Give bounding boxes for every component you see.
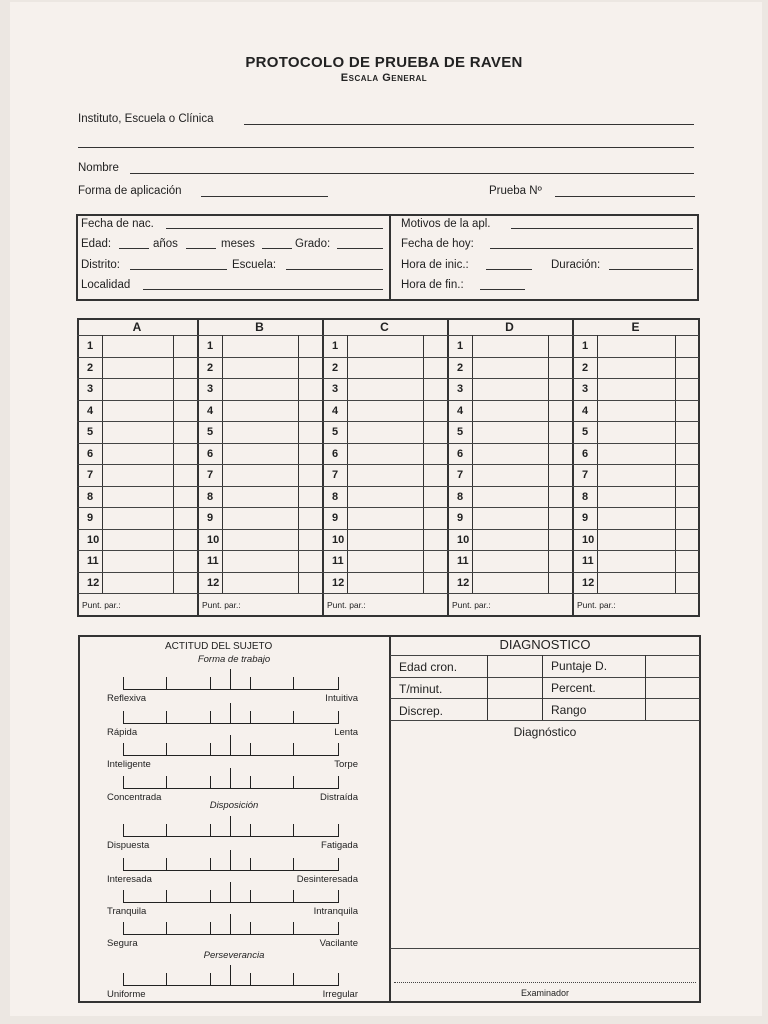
- scale-uniforme-tick: [210, 973, 211, 986]
- diag-notes-bottom: [390, 948, 700, 949]
- scale-dispuesta-tick: [210, 824, 211, 837]
- column-d-answer-cell[interactable]: [474, 465, 546, 485]
- column-a-answer-cell[interactable]: [104, 336, 171, 356]
- motivos-label: Motivos de la apl.: [401, 218, 491, 230]
- column-d-row-number: 9: [457, 512, 464, 524]
- column-e-row-number: 4: [582, 404, 589, 417]
- column-e-answer-cell[interactable]: [599, 422, 673, 442]
- column-d-row-number: 6: [457, 447, 464, 460]
- prueba-line[interactable]: [555, 196, 695, 197]
- diagnostico-title: DIAGNOSTICO: [499, 637, 591, 652]
- scale-reflexiva-right-label: Intuitiva: [325, 693, 358, 704]
- scale-concentrada-tick: [338, 776, 339, 789]
- column-d-answer-cell[interactable]: [474, 530, 546, 550]
- column-e-answer-cell[interactable]: [599, 401, 673, 421]
- column-a-row-number: 6: [87, 447, 94, 460]
- scale-interesada-center-tick: [230, 850, 231, 871]
- scale-tranquila-left-label: Tranquila: [107, 906, 147, 917]
- info-divider: [389, 215, 391, 300]
- puntaje-d-label: Puntaje D.: [551, 659, 608, 673]
- column-e-row-number: 10: [582, 533, 595, 546]
- scale-uniforme-tick: [250, 973, 251, 986]
- scale-dispuesta-tick: [123, 824, 124, 837]
- scale-rápida-tick: [210, 711, 211, 724]
- column-a-row-number: 3: [87, 383, 94, 395]
- escuela-line[interactable]: [286, 269, 383, 270]
- column-a-answer-cell[interactable]: [104, 573, 171, 593]
- scale-segura-tick: [123, 922, 124, 935]
- diag-vline-1: [542, 655, 543, 720]
- column-d-row-number: 1: [457, 340, 464, 352]
- form-subtitle: Escala General: [340, 72, 428, 84]
- meses-label: meses: [221, 238, 255, 250]
- scale-reflexiva-tick: [123, 677, 124, 690]
- scale-interesada-right-label: Desinteresada: [296, 874, 358, 885]
- column-b-answer-cell[interactable]: [224, 573, 296, 593]
- column-b-answer-cell[interactable]: [224, 422, 296, 442]
- column-b-answer-cell[interactable]: [224, 379, 296, 399]
- column-d-row-number: 8: [457, 490, 464, 503]
- column-e-row-number: 8: [582, 490, 589, 503]
- column-c-answer-cell[interactable]: [349, 551, 421, 571]
- column-c-punt-label: Punt. par.:: [327, 600, 366, 610]
- edad-line[interactable]: [119, 248, 149, 249]
- attitude-heading-2: Perseverancia: [203, 950, 265, 961]
- scale-interesada-tick: [250, 858, 251, 871]
- column-e-answer-cell[interactable]: [599, 508, 673, 528]
- scale-segura-left-label: Segura: [107, 938, 138, 949]
- column-a-answer-cell[interactable]: [104, 444, 171, 464]
- column-b-row-number: 6: [207, 447, 214, 460]
- scale-tranquila-tick: [123, 890, 124, 903]
- scale-dispuesta-tick: [250, 824, 251, 837]
- column-d-row-number: 10: [457, 533, 470, 546]
- column-c-row-number: 10: [332, 533, 345, 546]
- column-d-answer-cell[interactable]: [474, 358, 546, 378]
- attitude-heading-0: Forma de trabajo: [197, 654, 271, 665]
- fecha-hoy-line[interactable]: [490, 248, 693, 249]
- column-c-row-number: 1: [332, 340, 339, 352]
- instituto-label: Instituto, Escuela o Clínica: [78, 113, 214, 125]
- scale-concentrada-right-label: Distraída: [319, 792, 358, 803]
- scale-dispuesta-left-label: Dispuesta: [107, 840, 150, 851]
- scale-inteligente-left-label: Inteligente: [107, 759, 151, 770]
- column-e-answer-cell[interactable]: [599, 379, 673, 399]
- column-c-answer-cell[interactable]: [349, 465, 421, 485]
- hora-fin-label: Hora de fin.:: [401, 279, 464, 291]
- scale-dispuesta-center-tick: [230, 816, 231, 837]
- column-a-punt-line: [77, 593, 197, 594]
- column-b-row-number: 11: [207, 555, 219, 567]
- scale-rápida-tick: [338, 711, 339, 724]
- column-c-row-number: 5: [332, 426, 339, 438]
- scale-reflexiva-center-tick: [230, 669, 231, 690]
- scale-concentrada-tick: [166, 776, 167, 789]
- column-a-answer-cell[interactable]: [104, 401, 171, 421]
- scale-reflexiva-tick: [210, 677, 211, 690]
- diag-vline-2: [645, 655, 646, 720]
- column-c-row-number: 12: [332, 576, 345, 589]
- diag-line-3: [390, 720, 700, 721]
- scale-segura-tick: [293, 922, 294, 935]
- examinador-label: Examinador: [520, 988, 570, 998]
- scale-interesada-left-label: Interesada: [107, 874, 152, 885]
- column-c-row-number: 6: [332, 447, 339, 460]
- scale-interesada-tick: [210, 858, 211, 871]
- column-e-row-number: 12: [582, 576, 595, 589]
- scale-concentrada-center-tick: [230, 768, 231, 789]
- scale-uniforme-tick: [123, 973, 124, 986]
- scale-tranquila-tick: [210, 890, 211, 903]
- column-b-answer-cell[interactable]: [224, 465, 296, 485]
- column-d-row-number: 3: [457, 383, 464, 395]
- hora-inic-label: Hora de inic.:: [401, 259, 469, 271]
- column-c-row-number: 9: [332, 512, 339, 524]
- fecha-nac-label: Fecha de nac.: [81, 218, 154, 230]
- scale-interesada-tick: [338, 858, 339, 871]
- column-b-row-number: 12: [207, 576, 220, 589]
- column-b-punt-label: Punt. par.:: [202, 600, 241, 610]
- instituto-line[interactable]: [244, 124, 694, 125]
- scale-segura-tick: [210, 922, 211, 935]
- column-e-answer-cell[interactable]: [599, 358, 673, 378]
- column-c-row-number: 11: [332, 555, 344, 567]
- scale-uniforme-left-label: Uniforme: [107, 989, 146, 1000]
- column-a-row-number: 5: [87, 426, 94, 438]
- prueba-label: Prueba Nº: [489, 185, 542, 197]
- column-b-header: B: [255, 320, 264, 334]
- discrep-label: Discrep.: [399, 704, 444, 718]
- fecha-hoy-label: Fecha de hoy:: [401, 238, 474, 250]
- scale-tranquila-tick: [250, 890, 251, 903]
- column-b-answer-cell[interactable]: [224, 551, 296, 571]
- column-d-answer-cell[interactable]: [474, 487, 546, 507]
- scale-inteligente-center-tick: [230, 735, 231, 756]
- column-e-answer-cell[interactable]: [599, 487, 673, 507]
- column-b-row-number: 3: [207, 383, 214, 395]
- diag-line-2: [390, 698, 700, 699]
- scale-reflexiva-tick: [166, 677, 167, 690]
- scale-reflexiva-tick: [338, 677, 339, 690]
- instituto-line-2[interactable]: [78, 147, 694, 148]
- escuela-label: Escuela:: [232, 259, 277, 271]
- column-c-row-number: 7: [332, 469, 339, 481]
- column-a-answer-cell[interactable]: [104, 465, 171, 485]
- column-b-answer-cell[interactable]: [224, 358, 296, 378]
- scale-rápida-right-label: Lenta: [334, 727, 358, 738]
- column-d-row-number: 7: [457, 469, 464, 481]
- column-d-row-number: 5: [457, 426, 464, 438]
- percent-label: Percent.: [551, 681, 596, 695]
- scale-uniforme-tick: [166, 973, 167, 986]
- column-e-row-number: 3: [582, 383, 589, 395]
- column-e-punt-label: Punt. par.:: [577, 600, 616, 610]
- scale-reflexiva-tick: [293, 677, 294, 690]
- column-c-answer-cell[interactable]: [349, 401, 421, 421]
- column-d-answer-cell[interactable]: [474, 379, 546, 399]
- column-e-punt-line: [572, 593, 699, 594]
- scale-inteligente-tick: [293, 743, 294, 756]
- column-a-row-number: 2: [87, 361, 94, 374]
- diag-line-1: [390, 677, 700, 678]
- scale-rápida-tick: [293, 711, 294, 724]
- column-b-answer-cell[interactable]: [224, 336, 296, 356]
- column-d-punt-label: Punt. par.:: [452, 600, 491, 610]
- scale-segura-tick: [166, 922, 167, 935]
- column-c-answer-cell[interactable]: [349, 508, 421, 528]
- scale-rápida-center-tick: [230, 703, 231, 724]
- column-e-answer-cell[interactable]: [599, 530, 673, 550]
- column-e-row-number: 11: [582, 555, 594, 567]
- column-e-row-number: 7: [582, 469, 589, 481]
- column-d-header: D: [505, 320, 514, 334]
- scale-rápida-left-label: Rápida: [107, 727, 138, 738]
- actitud-title: ACTITUD DEL SUJETO: [165, 641, 273, 652]
- scale-uniforme-tick: [338, 973, 339, 986]
- scale-concentrada-tick: [123, 776, 124, 789]
- scale-dispuesta-tick: [338, 824, 339, 837]
- column-b-row-number: 8: [207, 490, 214, 503]
- scale-interesada-tick: [166, 858, 167, 871]
- scale-segura-center-tick: [230, 914, 231, 935]
- scale-uniforme-right-label: Irregular: [322, 989, 358, 1000]
- column-b-row-number: 9: [207, 512, 214, 524]
- column-b-answer-cell[interactable]: [224, 444, 296, 464]
- column-d-answer-cell[interactable]: [474, 551, 546, 571]
- scale-inteligente-tick: [166, 743, 167, 756]
- column-b-answer-cell[interactable]: [224, 508, 296, 528]
- column-b-row-number: 5: [207, 426, 214, 438]
- column-a-row-number: 10: [87, 533, 100, 546]
- scale-concentrada-left-label: Concentrada: [107, 792, 162, 803]
- column-a-row-number: 1: [87, 340, 94, 352]
- hora-fin-line[interactable]: [480, 289, 525, 290]
- scale-inteligente-tick: [123, 743, 124, 756]
- column-c-row-number: 4: [332, 404, 339, 417]
- scale-tranquila-center-tick: [230, 882, 231, 903]
- diagnostico-notes-area[interactable]: [395, 745, 695, 945]
- scale-uniforme-tick: [293, 973, 294, 986]
- tminut-label: T/minut.: [399, 682, 443, 696]
- column-b-row-number: 4: [207, 404, 214, 417]
- column-c-answer-cell[interactable]: [349, 573, 421, 593]
- column-a-row-number: 8: [87, 490, 94, 503]
- edad-cron-label: Edad cron.: [399, 660, 458, 674]
- column-c-answer-cell[interactable]: [349, 530, 421, 550]
- scale-segura-right-label: Vacilante: [319, 938, 358, 949]
- column-c-row-number: 3: [332, 383, 339, 395]
- scale-reflexiva-left-label: Reflexiva: [107, 693, 147, 704]
- scale-tranquila-tick: [166, 890, 167, 903]
- column-e-row-number: 5: [582, 426, 589, 438]
- column-b-punt-line: [197, 593, 322, 594]
- column-e-header: E: [631, 320, 640, 334]
- column-a-answer-cell[interactable]: [104, 358, 171, 378]
- column-e-answer-cell[interactable]: [599, 336, 673, 356]
- edad-label: Edad:: [81, 238, 112, 250]
- scale-inteligente-tick: [338, 743, 339, 756]
- column-d-answer-cell[interactable]: [474, 573, 546, 593]
- column-e-answer-cell[interactable]: [599, 551, 673, 571]
- column-c-answer-cell[interactable]: [349, 422, 421, 442]
- column-c-answer-cell[interactable]: [349, 444, 421, 464]
- column-c-answer-cell[interactable]: [349, 379, 421, 399]
- anos-line[interactable]: [186, 248, 216, 249]
- scale-inteligente-tick: [210, 743, 211, 756]
- column-e-row-number: 9: [582, 512, 589, 524]
- column-e-row-number: 2: [582, 361, 589, 374]
- localidad-line[interactable]: [143, 289, 383, 290]
- grado-label: Grado:: [295, 238, 331, 250]
- column-c-answer-cell[interactable]: [349, 336, 421, 356]
- column-c-row-number: 8: [332, 490, 339, 503]
- column-c-punt-line: [322, 593, 447, 594]
- column-c-answer-cell[interactable]: [349, 358, 421, 378]
- column-d-row-number: 11: [457, 555, 469, 567]
- column-c-header: C: [380, 320, 389, 334]
- forma-label: Forma de aplicación: [78, 185, 182, 197]
- scale-interesada-tick: [123, 858, 124, 871]
- scale-reflexiva-tick: [250, 677, 251, 690]
- hora-inic-line[interactable]: [486, 269, 532, 270]
- scale-tranquila-right-label: Intranquila: [313, 906, 358, 917]
- meses-line[interactable]: [262, 248, 292, 249]
- column-a-answer-cell[interactable]: [104, 551, 171, 571]
- column-a-row-number: 9: [87, 512, 94, 524]
- column-d-answer-cell[interactable]: [474, 422, 546, 442]
- column-d-punt-line: [447, 593, 572, 594]
- scale-rápida-tick: [166, 711, 167, 724]
- diag-vline-0: [487, 655, 488, 720]
- fecha-nac-line[interactable]: [166, 228, 383, 229]
- scale-inteligente-right-label: Torpe: [334, 759, 358, 770]
- motivos-line[interactable]: [511, 228, 693, 229]
- form-title: PROTOCOLO DE PRUEBA DE RAVEN: [245, 54, 523, 71]
- attitude-heading-1: Disposición: [209, 800, 259, 811]
- column-a-answer-cell[interactable]: [104, 379, 171, 399]
- column-b-row-number: 1: [207, 340, 214, 352]
- scale-interesada-tick: [293, 858, 294, 871]
- column-a-answer-cell[interactable]: [104, 530, 171, 550]
- nombre-line[interactable]: [130, 173, 694, 174]
- column-b-answer-cell[interactable]: [224, 530, 296, 550]
- nombre-label: Nombre: [78, 162, 119, 174]
- column-a-answer-cell[interactable]: [104, 508, 171, 528]
- column-a-punt-label: Punt. par.:: [82, 600, 121, 610]
- column-c-row-number: 2: [332, 361, 339, 374]
- diagnostico-notes-label: Diagnóstico: [513, 725, 577, 739]
- scale-concentrada-tick: [293, 776, 294, 789]
- distrito-line[interactable]: [130, 269, 227, 270]
- column-d-answer-cell[interactable]: [474, 336, 546, 356]
- column-b-answer-cell[interactable]: [224, 487, 296, 507]
- column-d-row-number: 2: [457, 361, 464, 374]
- scale-tranquila-tick: [338, 890, 339, 903]
- localidad-label: Localidad: [81, 279, 131, 291]
- duracion-line[interactable]: [609, 269, 693, 270]
- column-d-answer-cell[interactable]: [474, 401, 546, 421]
- column-a-header: A: [132, 320, 142, 334]
- anos-label: años: [153, 238, 178, 250]
- examinador-line[interactable]: [394, 982, 696, 983]
- distrito-label: Distrito:: [81, 259, 120, 271]
- column-e-answer-cell[interactable]: [599, 465, 673, 485]
- column-e-row-number: 6: [582, 447, 589, 460]
- column-b-row-number: 2: [207, 361, 214, 374]
- column-a-answer-cell[interactable]: [104, 487, 171, 507]
- scale-inteligente-tick: [250, 743, 251, 756]
- forma-line[interactable]: [201, 196, 328, 197]
- scale-dispuesta-tick: [293, 824, 294, 837]
- scale-tranquila-tick: [293, 890, 294, 903]
- diag-line-0: [390, 655, 700, 656]
- scale-dispuesta-right-label: Fatigada: [321, 840, 358, 851]
- column-a-row-number: 11: [87, 555, 99, 567]
- scale-rápida-tick: [250, 711, 251, 724]
- scale-segura-tick: [250, 922, 251, 935]
- scale-dispuesta-tick: [166, 824, 167, 837]
- column-b-row-number: 10: [207, 533, 220, 546]
- scale-segura-tick: [338, 922, 339, 935]
- column-d-row-number: 4: [457, 404, 464, 417]
- scale-uniforme-center-tick: [230, 965, 231, 986]
- scale-concentrada-tick: [250, 776, 251, 789]
- column-d-answer-cell[interactable]: [474, 508, 546, 528]
- column-e-row-number: 1: [582, 340, 589, 352]
- duracion-label: Duración:: [551, 259, 601, 271]
- rango-label: Rango: [551, 703, 587, 717]
- column-d-answer-cell[interactable]: [474, 444, 546, 464]
- column-c-answer-cell[interactable]: [349, 487, 421, 507]
- grado-line[interactable]: [337, 248, 383, 249]
- column-e-answer-cell[interactable]: [599, 573, 673, 593]
- column-a-answer-cell[interactable]: [104, 422, 171, 442]
- column-b-row-number: 7: [207, 469, 214, 481]
- column-b-answer-cell[interactable]: [224, 401, 296, 421]
- scale-rápida-tick: [123, 711, 124, 724]
- column-a-row-number: 7: [87, 469, 94, 481]
- column-e-answer-cell[interactable]: [599, 444, 673, 464]
- scale-concentrada-tick: [210, 776, 211, 789]
- column-a-row-number: 4: [87, 404, 94, 417]
- column-a-row-number: 12: [87, 576, 100, 589]
- column-d-row-number: 12: [457, 576, 470, 589]
